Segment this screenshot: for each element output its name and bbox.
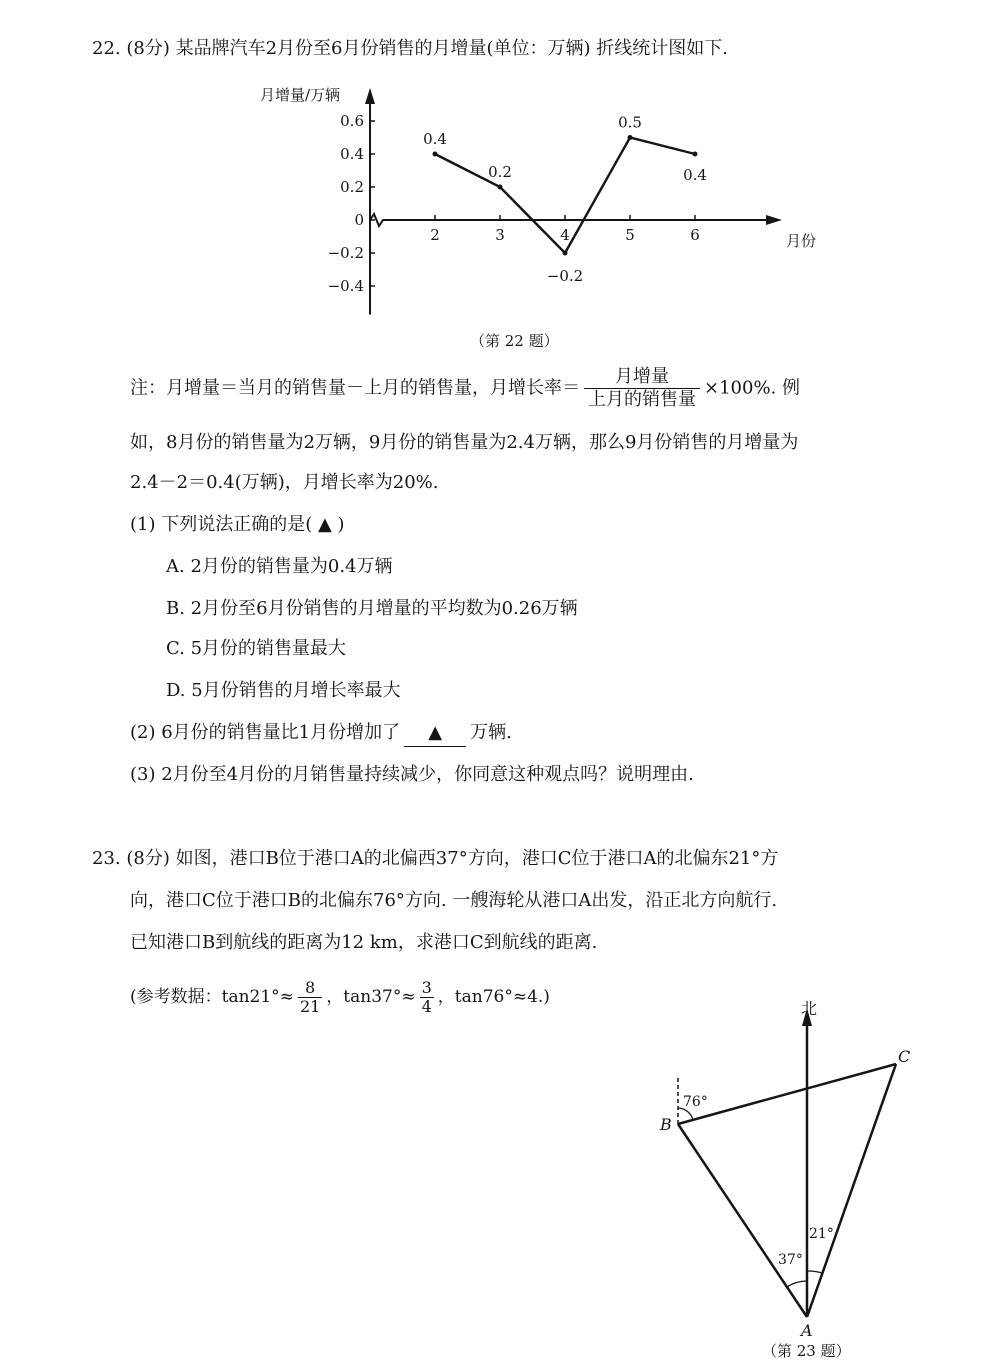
q22-note-line-1 xyxy=(130,366,800,411)
x-tick-label: 2 xyxy=(430,226,440,244)
y-tick-label: 0.4 xyxy=(340,145,364,163)
tan21-fraction xyxy=(298,979,322,1016)
sub2-text-post: 万辆. xyxy=(470,722,512,743)
note-text-post: ×100%. 例 xyxy=(704,377,800,399)
q22-sub-question-1: (1) 下列说法正确的是( ▲ ) xyxy=(130,514,345,535)
x-tick-label: 4 xyxy=(560,226,570,244)
segment-ac xyxy=(807,1064,896,1317)
y-tick-label: 0 xyxy=(354,211,364,229)
angle-arc-37 xyxy=(787,1281,807,1287)
angle-arc-21 xyxy=(807,1271,822,1273)
label-angle-37: 37° xyxy=(778,1252,803,1268)
q22-note-line-3: 2.4－2＝0.4(万辆)，月增长率为20%. xyxy=(130,472,439,493)
label-a: A xyxy=(801,1321,813,1340)
data-point xyxy=(693,152,698,157)
y-tick-label: 0.2 xyxy=(340,178,364,196)
q23-line-2: 向，港口C位于港口B的北偏东76°方向. 一艘海轮从港口A出发，沿正北方向航行. xyxy=(130,890,778,911)
y-tick-label: −0.2 xyxy=(327,244,364,262)
fraction-denominator: 上月的销售量 xyxy=(588,389,696,410)
data-label: 0.2 xyxy=(488,163,512,181)
sub2-text-pre: (2) 6月份的销售量比1月份增加了 xyxy=(130,722,401,743)
growth-rate-fraction xyxy=(584,366,700,411)
data-label: 0.4 xyxy=(423,130,447,148)
label-angle-21: 21° xyxy=(809,1226,834,1242)
tan37-fraction xyxy=(420,979,434,1016)
y-tick-label: 0.6 xyxy=(340,112,364,130)
x-axis-arrow-icon xyxy=(766,215,782,225)
q23-line-3: 已知港口B到航线的距离为12 km，求港口C到航线的距离. xyxy=(130,932,598,953)
q22-option-b: B. 2月份至6月份销售的月增量的平均数为0.26万辆 xyxy=(166,598,578,619)
x-axis-line xyxy=(370,214,770,226)
tan21-denominator: 21 xyxy=(299,997,321,1016)
y-axis-label: 月增量/万辆 xyxy=(260,86,341,104)
x-tick-label: 5 xyxy=(625,226,635,244)
data-label: 0.5 xyxy=(618,113,642,132)
data-point xyxy=(628,135,633,140)
q22-line-chart xyxy=(260,68,817,358)
ref-text-post: ，tan76°≈4.) xyxy=(437,987,550,1007)
data-point xyxy=(498,185,503,190)
q22-option-c: C. 5月份的销售量最大 xyxy=(166,638,347,659)
y-tick-label: −0.4 xyxy=(327,277,364,295)
q22-sub-question-2 xyxy=(130,720,512,747)
q23-reference-data xyxy=(130,972,550,1022)
label-north: 北 xyxy=(801,999,818,1018)
ref-text-pre: (参考数据：tan21°≈ xyxy=(130,987,294,1007)
q22-sub-question-3: (3) 2月份至4月份的月销售量持续减少，你同意这种观点吗？说明理由. xyxy=(130,764,694,785)
note-text-pre: 注：月增量＝当月的销售量－上月的销售量，月增长率＝ xyxy=(130,377,580,399)
segment-bc xyxy=(678,1064,896,1124)
label-b: B xyxy=(660,1115,672,1134)
q22-option-a: A. 2月份的销售量为0.4万辆 xyxy=(166,556,393,577)
data-point xyxy=(433,152,438,157)
q22-option-d: D. 5月份销售的月增长率最大 xyxy=(166,680,401,701)
ref-text-mid: ，tan37°≈ xyxy=(326,987,416,1007)
q23-line-1: 23. (8分) 如图，港口B位于港口A的北偏西37°方向，港口C位于港口A的北偏东21°方 xyxy=(92,848,779,869)
data-point xyxy=(563,251,568,256)
fraction-numerator: 月增量 xyxy=(584,366,700,389)
segment-ab xyxy=(678,1124,807,1317)
x-tick-label: 6 xyxy=(690,226,700,244)
data-label: 0.4 xyxy=(683,166,707,184)
q23-figure-caption: （第 23 题） xyxy=(762,1342,851,1360)
q23-geometry-diagram xyxy=(650,996,940,1340)
label-angle-76: 76° xyxy=(683,1094,708,1110)
tan37-numerator: 3 xyxy=(421,978,432,997)
tan21-numerator: 8 xyxy=(298,979,322,998)
data-label: −0.2 xyxy=(546,267,584,285)
x-axis-label: 月份 xyxy=(786,232,817,250)
tan37-denominator: 4 xyxy=(421,997,432,1016)
answer-blank: ▲ xyxy=(404,720,466,747)
label-c: C xyxy=(898,1047,911,1066)
y-axis-arrow-icon xyxy=(365,88,375,104)
q22-note-line-2: 如，8月份的销售量为2万辆，9月份的销售量为2.4万辆，那么9月份销售的月增量为 xyxy=(130,432,799,453)
q22-figure-caption: （第 22 题） xyxy=(470,332,559,350)
x-tick-label: 3 xyxy=(495,226,505,244)
q22-title: 22. (8分) 某品牌汽车2月份至6月份销售的月增量(单位：万辆) 折线统计图如下. xyxy=(92,38,728,59)
